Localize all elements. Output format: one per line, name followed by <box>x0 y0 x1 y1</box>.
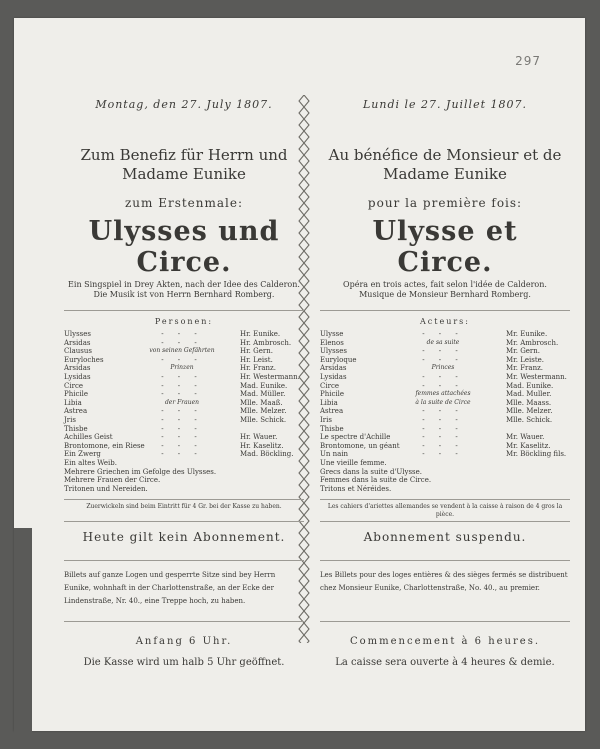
cast-row <box>320 450 570 459</box>
cast-note: von seinen Gefährten <box>149 347 215 355</box>
cast-extra-line: Grecs dans la suite d'Ulysse. <box>320 467 423 476</box>
cast-actor: Mlle. Maass. <box>506 398 552 407</box>
cast-extra-line: Femmes dans la suite de Circe. <box>320 476 432 485</box>
cast-dots: - - - <box>161 415 203 424</box>
cast-dots: - - - <box>161 424 203 433</box>
cast-actor: Mlle. Schick. <box>506 415 553 424</box>
german-subtitle <box>64 280 304 300</box>
cast-dots: - - - <box>422 407 464 416</box>
cast-role: Circe <box>64 381 84 390</box>
cast-row <box>64 399 304 408</box>
separator <box>320 521 570 522</box>
cast-row <box>64 433 304 442</box>
cast-extra-line: Tritonen und Nereiden. <box>64 484 148 493</box>
cast-dots: - - - <box>161 441 203 450</box>
cast-actor: Mr. Eunike. <box>506 330 548 338</box>
cast-dots: - - - <box>161 407 203 416</box>
german-benefit <box>64 146 304 184</box>
cast-row <box>320 407 570 416</box>
cast-role: Lysidas <box>320 372 347 381</box>
french-abonnement: Abonnement suspendu. <box>363 530 527 545</box>
cast-row <box>64 407 304 416</box>
cast-note: de sa suite <box>426 338 460 346</box>
cast-row <box>64 356 304 365</box>
cast-actor: Mad. Müller. <box>240 390 286 399</box>
cast-dots: - - - <box>161 330 203 338</box>
german-box-office: Die Kasse wird um halb 5 Uhr geöffnet. <box>83 657 285 669</box>
cast-actor: Hr. Eunike. <box>240 330 281 338</box>
cast-row <box>320 416 570 425</box>
separator <box>320 310 570 311</box>
french-subtitle-line1: Opéra en trois actes, fait selon l'idée de Calderon. <box>343 280 547 289</box>
cast-row <box>64 442 304 451</box>
cast-row <box>64 339 304 348</box>
german-benefit-line1: Zum Benefiz für Herrn und <box>80 146 288 164</box>
cast-row <box>320 330 570 339</box>
cast-role: Elenos <box>320 338 344 347</box>
cast-dots: - - - <box>422 433 464 442</box>
german-abonnement: Heute gilt kein Abonnement. <box>82 530 286 545</box>
cast-actor: Mad. Eunike. <box>240 381 288 390</box>
cast-role: Arsidas <box>320 364 347 373</box>
french-cast-header: Acteurs: <box>420 317 470 326</box>
german-premiere: zum Erstenmale: <box>124 196 244 210</box>
french-cast-list <box>320 330 570 459</box>
cast-role: Libia <box>64 398 82 407</box>
cast-row <box>320 399 570 408</box>
french-benefit-line2: Madame Eunike <box>383 165 507 183</box>
cast-note: femmes attachées <box>415 390 471 398</box>
cast-role: Astrea <box>320 407 344 416</box>
cast-dots: - - - <box>422 372 464 381</box>
french-subtitle <box>320 280 570 300</box>
french-start-time: Commencement à 6 heures. <box>349 636 541 648</box>
cast-extra-line: Une vieille femme. <box>320 458 387 467</box>
separator <box>320 499 570 500</box>
cast-row <box>320 356 570 365</box>
cast-role: Libia <box>320 398 338 407</box>
cast-role: Ein Zwerg <box>64 450 101 459</box>
cast-dots: - - - <box>422 450 464 459</box>
cast-dots: - - - <box>161 381 203 390</box>
french-price-note: Les cahiers d'ariettes allemandes se vendent à la caisse à raison de 4 gros la pièce. <box>327 503 563 519</box>
cast-role: Ulysses <box>320 347 348 356</box>
french-column <box>320 98 570 668</box>
cast-row <box>64 373 304 382</box>
cast-dots: - - - <box>422 441 464 450</box>
cast-dots: - - - <box>422 424 464 433</box>
cast-role: Circe <box>320 381 340 390</box>
cast-role: Un nain <box>320 450 349 459</box>
french-date: Lundi le 27. Juillet 1807. <box>362 98 527 111</box>
cast-row <box>320 373 570 382</box>
cast-dots: - - - <box>161 355 203 364</box>
cast-role: Phicile <box>64 390 88 399</box>
cast-dots: - - - <box>422 415 464 424</box>
cast-note: à la suite de Circe <box>415 398 471 406</box>
cast-role: Le spectre d'Achille <box>320 433 391 442</box>
cast-actor: Mr. Ambrosch. <box>506 338 559 347</box>
cast-actor: Mad. Böckling. <box>240 450 294 459</box>
german-title: Ulysses und Circe. <box>88 216 280 278</box>
french-title: Ulysse et Circe. <box>372 216 518 278</box>
cast-role: Thisbe <box>320 424 344 433</box>
cast-role: Brontomone, ein Riese <box>64 441 145 450</box>
cast-role: Ulysses <box>64 330 92 338</box>
separator <box>320 621 570 622</box>
cast-actor: Mr. Leiste. <box>506 355 544 364</box>
german-date: Montag, den 27. July 1807. <box>95 98 273 111</box>
cast-role: Arsidas <box>64 364 91 373</box>
cast-row <box>64 364 304 373</box>
german-subtitle-line2: Die Musik ist von Herrn Bernhard Romberg. <box>93 290 275 299</box>
cast-role: Iris <box>320 415 332 424</box>
cast-row <box>64 425 304 434</box>
cast-actor <box>506 425 570 434</box>
cast-row <box>320 347 570 356</box>
archive-number: 297 <box>515 54 541 68</box>
cast-row <box>320 442 570 451</box>
cast-actor: Hr. Leist. <box>240 355 273 364</box>
german-column <box>64 98 304 668</box>
cast-actor: Mr. Kaselitz. <box>506 441 551 450</box>
cast-actor: Mlle. Melzer. <box>506 407 553 416</box>
cast-dots: - - - <box>422 355 464 364</box>
cast-actor: Mr. Gern. <box>506 347 541 356</box>
cast-dots: - - - <box>422 330 464 338</box>
cast-actor: Mr. Franz. <box>506 364 543 373</box>
cast-role: Thisbe <box>64 424 88 433</box>
cast-role: Euryloque <box>320 355 357 364</box>
german-cast-header: Personen: <box>154 317 214 326</box>
cast-row <box>64 347 304 356</box>
cast-dots: - - - <box>161 372 203 381</box>
german-cast-list <box>64 330 304 459</box>
cast-dots: - - - <box>161 450 203 459</box>
separator <box>320 560 570 561</box>
french-benefit-line1: Au bénéfice de Monsieur et de <box>328 146 562 164</box>
cast-row <box>64 390 304 399</box>
cast-actor: Hr. Kaselitz. <box>240 441 284 450</box>
german-cast-extra <box>64 459 304 493</box>
french-premiere: pour la première fois: <box>367 196 523 210</box>
german-start-time: Anfang 6 Uhr. <box>135 636 233 648</box>
german-subtitle-line1: Ein Singspiel in Drey Akten, nach der Idee des Calderon. <box>68 280 300 289</box>
cast-role: Ulysse <box>320 330 344 338</box>
cast-role: Lysidas <box>64 372 91 381</box>
cast-role: Clausus <box>64 347 92 356</box>
cast-dots: - - - <box>161 433 203 442</box>
german-benefit-line2: Madame Eunike <box>122 165 246 183</box>
cast-actor: Mr. Böckling fils. <box>506 450 567 459</box>
french-box-office: La caisse sera ouverte à 4 heures & demie. <box>335 657 555 669</box>
cast-row <box>64 382 304 391</box>
cast-actor: Mad. Eunike. <box>506 381 554 390</box>
cast-note: Prinzen <box>170 364 194 372</box>
cast-actor: Hr. Ambrosch. <box>240 338 292 347</box>
german-ticket-info: Billets auf ganze Logen und gesperrte Sitze sind bey Herrn Eunike, wohnhaft in der Charlottenstraße, an der Ecke der Lindenstraße, Nr. 40., eine Treppe hoch, zu haben. <box>64 571 276 606</box>
cast-extra-line: Tritons et Néréides. <box>320 484 392 493</box>
cast-role: Jris <box>64 415 76 424</box>
separator <box>64 310 304 311</box>
separator <box>64 621 304 622</box>
separator <box>64 560 304 561</box>
cast-dots: - - - <box>422 347 464 356</box>
cast-extra-line: Mehrere Frauen der Circe. <box>64 476 161 485</box>
cast-extra-line: Ein altes Weib. <box>64 458 117 467</box>
cast-actor: Mr. Westermann. <box>506 372 567 381</box>
cast-actor: Hr. Westermann. <box>240 372 300 381</box>
cast-row <box>64 330 304 339</box>
cast-row <box>320 425 570 434</box>
cast-row <box>320 433 570 442</box>
cast-role: Phicile <box>320 390 344 399</box>
cast-actor: Mlle. Maaß. <box>240 398 283 407</box>
cast-dots: - - - <box>422 381 464 390</box>
cast-role: Arsidas <box>64 338 91 347</box>
cast-row <box>64 416 304 425</box>
cast-note: Princes <box>431 364 455 372</box>
french-ticket-info: Les Billets pour des loges entières & des sièges fermés se distribuent chez Monsieur Eunike, Charlottenstraße, No. 40., au premier. <box>320 571 568 593</box>
cast-extra-line: Mehrere Griechen im Gefolge des Ulysses. <box>64 467 217 476</box>
cast-dots: - - - <box>161 338 203 347</box>
cast-actor: Hr. Gern. <box>240 347 273 356</box>
cast-actor: Mlle. Melzer. <box>240 407 287 416</box>
cast-row <box>320 364 570 373</box>
french-subtitle-line2: Musique de Monsieur Bernhard Romberg. <box>359 290 531 299</box>
cast-row <box>64 450 304 459</box>
cast-dots: - - - <box>161 390 203 399</box>
cast-role: Euryloches <box>64 355 104 364</box>
cast-actor: Mr. Wauer. <box>506 433 545 442</box>
cast-role: Brontomone, un géant <box>320 441 400 450</box>
cast-role: Astrea <box>64 407 88 416</box>
french-cast-extra <box>320 459 570 493</box>
cast-note: der Frauen <box>164 398 200 406</box>
german-price-note: Zuerwickeln sind beim Eintritt für 4 Gr. bei der Kasse zu haben. <box>86 503 282 511</box>
separator <box>64 499 304 500</box>
cast-actor: Hr. Franz. <box>240 364 276 373</box>
cast-row <box>320 339 570 348</box>
cast-row <box>320 390 570 399</box>
cast-actor: Mlle. Schick. <box>240 415 287 424</box>
cast-actor: Hr. Wauer. <box>240 433 278 442</box>
french-benefit <box>320 146 570 184</box>
cast-row <box>320 382 570 391</box>
separator <box>64 521 304 522</box>
cast-actor: Mad. Muller. <box>506 390 552 399</box>
torn-edge <box>14 528 32 749</box>
cast-role: Achilles Geist <box>64 433 113 442</box>
cast-actor <box>240 425 304 434</box>
